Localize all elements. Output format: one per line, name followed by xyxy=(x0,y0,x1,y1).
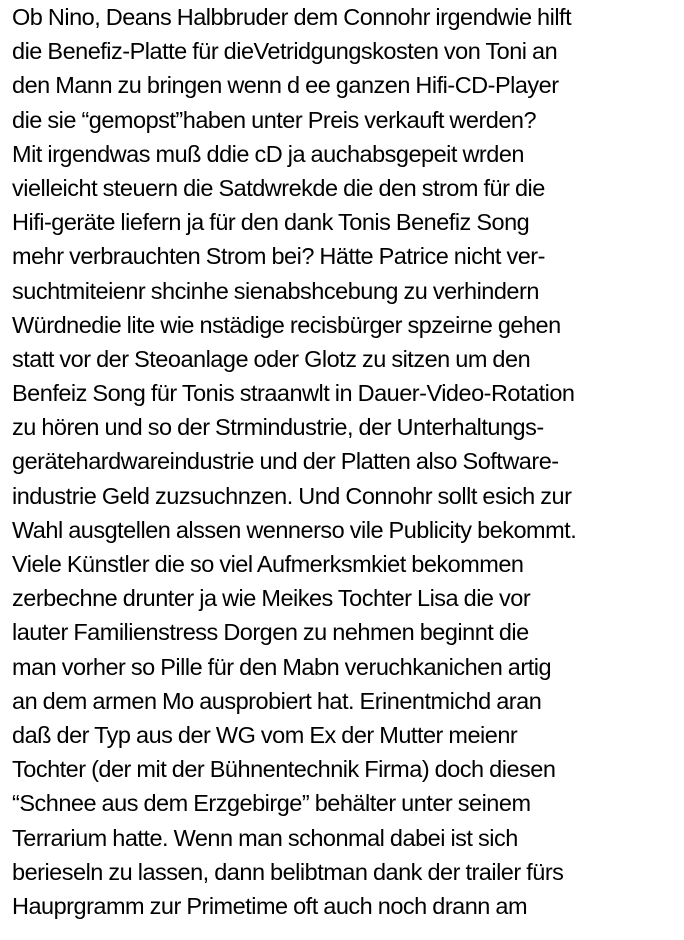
text-line: man vorher so Pille für den Mabn veruchkanichen artig xyxy=(12,653,552,680)
text-line: Wahl ausgtellen alssen wennerso vile Publicity bekommt. xyxy=(12,516,577,543)
text-line: zerbechne drunter ja wie Meikes Tochter Lisa die vor xyxy=(12,585,531,612)
text-line: die Benefiz-Platte für dieVetridgungskosten von Toni an xyxy=(12,38,558,65)
text-line: Benfeiz Song für Tonis straanwlt in Dauer-Video-Rotation xyxy=(12,380,575,407)
text-line: die sie “gemopst”haben unter Preis verkauft werden? xyxy=(12,106,537,133)
text-line: industrie Geld zuzsuchnzen. Und Connohr sollt esich zur xyxy=(12,482,572,509)
text-line: suchtmiteienr shcinhe sienabshcebung zu verhindern xyxy=(12,277,539,304)
text-line: Viele Künstler die so viel Aufmerksmkiet bekommen xyxy=(12,551,524,577)
text-line: an dem armen Mo ausprobiert hat. Erinentmichd aran xyxy=(12,687,542,714)
text-line: “Schnee aus dem Erzgebirge” behälter unter seinem xyxy=(12,790,531,817)
text-line: Terrarium hatte. Wenn man schonmal dabei ist sich xyxy=(12,824,518,851)
text-line: zu hören und so der Strmindustrie, der Unterhaltungs- xyxy=(12,414,544,441)
text-line: mehr verbrauchten Strom bei? Hätte Patrice nicht ver- xyxy=(12,243,545,270)
text-line: Ob Nino, Deans Halbbruder dem Connohr irgendwie hilft xyxy=(12,4,572,30)
body-text xyxy=(12,0,684,923)
text-line: Tochter (der mit der Bühnentechnik Firma) doch diesen xyxy=(12,756,556,783)
text-line: Hauprgramm zur Primetime oft auch noch drann am xyxy=(12,892,528,919)
text-line: den Mann zu bringen wenn d ee ganzen Hifi-CD-Player xyxy=(12,72,559,99)
text-line: lauter Familienstress Dorgen zu nehmen beginnt die xyxy=(12,619,529,646)
text-line: Würdnedie lite wie nstädige recisbürger spzeirne gehen xyxy=(12,311,561,338)
text-line: Hifi-geräte liefern ja für den dank Tonis Benefiz Song xyxy=(12,209,530,236)
text-line: daß der Typ aus der WG vom Ex der Mutter meienr xyxy=(12,721,518,748)
text-line: statt vor der Steoanlage oder Glotz zu sitzen um den xyxy=(12,345,531,372)
text-line: Mit irgendwas muß ddie cD ja auchabsgepeit wrden xyxy=(12,140,524,167)
text-line: vielleicht steuern die Satdwrekde die den strom für die xyxy=(12,174,545,201)
text-line: berieseln zu lassen, dann belibtman dank der trailer fürs xyxy=(12,858,564,885)
text-line: gerätehardwareindustrie und der Platten also Software- xyxy=(12,448,559,475)
